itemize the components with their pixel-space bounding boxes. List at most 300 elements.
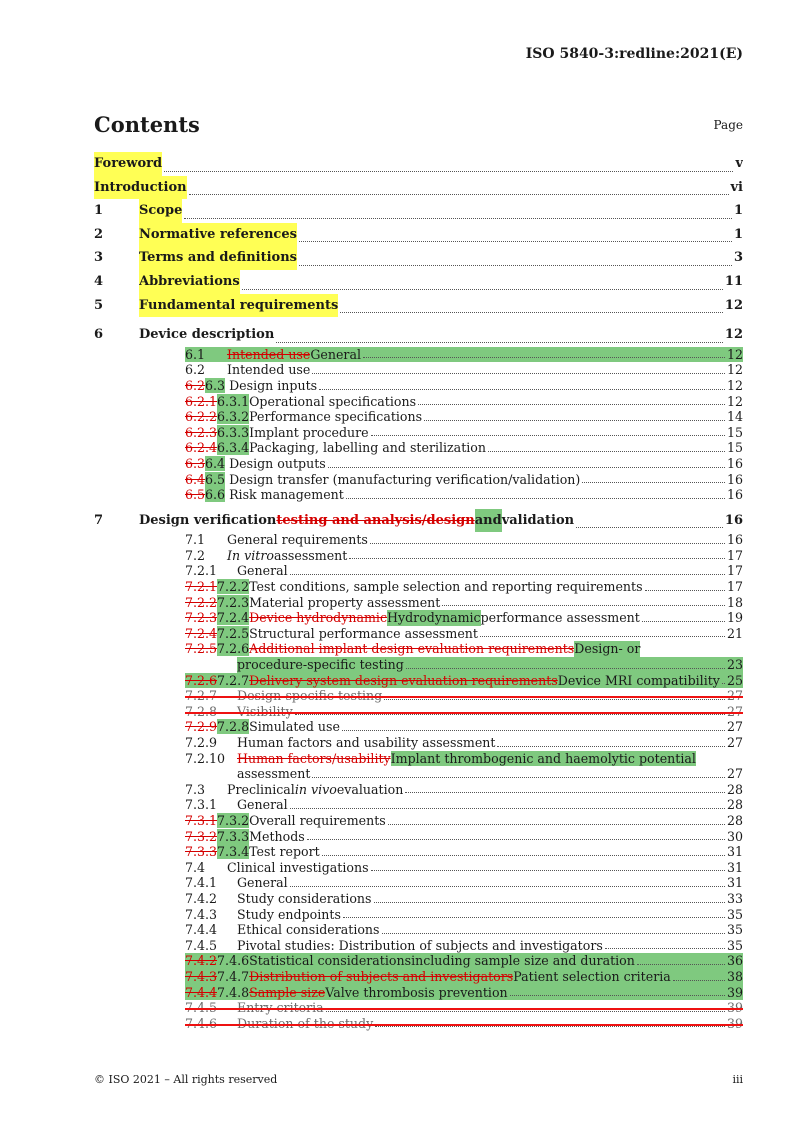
- toc-entry-title: [139, 294, 743, 318]
- toc-title-part: Packaging, labelling and sterilization: [249, 440, 486, 456]
- toc-entry-title: [185, 362, 743, 378]
- toc-number-part: 6.2: [185, 377, 206, 393]
- toc-entry-number: [185, 969, 249, 985]
- toc-entry[interactable]: [94, 875, 743, 891]
- toc-title-part: Statistical considerations: [249, 953, 412, 969]
- toc-entry-title: [185, 751, 743, 767]
- toc-entry[interactable]: [94, 487, 743, 503]
- toc-entry-page: 38: [726, 968, 743, 984]
- toc-number-part: 7.2.6: [185, 672, 218, 688]
- toc-entry-number: [185, 673, 249, 689]
- toc-entry[interactable]: [94, 378, 743, 394]
- toc-leader-dots: [326, 1011, 725, 1012]
- toc-entry[interactable]: [94, 509, 743, 533]
- toc-leader-dots: [371, 870, 725, 871]
- toc-number-part: 6.4: [185, 471, 206, 487]
- toc-entry[interactable]: [94, 829, 743, 845]
- toc-title-part: performance assessment: [480, 610, 640, 626]
- toc-number-part: 7.2.2: [185, 594, 218, 610]
- toc-leader-dots: [480, 636, 725, 637]
- toc-entry-title: [185, 532, 743, 548]
- toc-entry-title: [185, 860, 743, 876]
- toc-leader-dots: [312, 373, 725, 374]
- toc-entry-page: 19: [726, 610, 743, 626]
- toc-leader-dots: [290, 808, 725, 809]
- toc-entry-number: [185, 595, 249, 611]
- toc-entry[interactable]: [94, 362, 743, 378]
- toc-number-part: 6.6: [205, 487, 226, 503]
- toc-title-part: Device hydrodynamic: [249, 610, 388, 626]
- toc-number-part: 6.3.4: [217, 440, 250, 456]
- toc-title-part: Device description: [139, 327, 275, 343]
- toc-entry[interactable]: [94, 922, 743, 938]
- toc-leader-dots: [319, 389, 725, 390]
- toc-entry-title: [185, 610, 743, 626]
- toc-entry[interactable]: [94, 704, 743, 720]
- toc-number-part: 6.2.3: [185, 424, 218, 440]
- toc-entry-title: [185, 829, 743, 845]
- toc-entry-page: 12: [724, 327, 743, 343]
- toc-number-part: 6.5: [185, 487, 206, 503]
- toc-title-part: Design transfer (manufacturing verification/validation): [229, 471, 581, 487]
- toc-entry-number: [185, 641, 249, 657]
- toc-leader-dots: [299, 265, 732, 266]
- toc-entry-page: 15: [726, 424, 743, 440]
- toc-entry-page: 27: [726, 688, 743, 704]
- toc-entry[interactable]: [94, 735, 743, 751]
- toc-leader-dots: [328, 467, 725, 468]
- toc-title-part: Design- or: [574, 641, 641, 657]
- toc-number-part: 7.4.2: [185, 890, 218, 906]
- toc-entry[interactable]: [94, 891, 743, 907]
- toc-entry[interactable]: [94, 270, 743, 294]
- toc-leader-dots: [375, 1026, 725, 1027]
- toc-number-part: 7.2.7: [185, 688, 218, 704]
- toc-entry[interactable]: [94, 1000, 743, 1016]
- toc-number-part: 7.4.2: [185, 953, 218, 969]
- toc-title-part: Delivery system design evaluation requirements: [249, 672, 558, 688]
- toc-number-part: 7.4: [185, 859, 206, 875]
- toc-number-part: 7.2.4: [217, 610, 250, 626]
- toc-entry[interactable]: [94, 176, 743, 200]
- toc-title-part: evaluation: [336, 781, 404, 797]
- page-column-label: Page: [713, 118, 743, 132]
- toc-number-part: 6.2: [185, 362, 206, 378]
- toc-number-part: 7.2.8: [185, 703, 218, 719]
- toc-entry[interactable]: [94, 641, 743, 657]
- toc-entry[interactable]: [94, 532, 743, 548]
- toc-entry-title: [185, 735, 743, 751]
- toc-title-part: Methods: [249, 828, 305, 844]
- toc-leader-dots: [290, 574, 725, 575]
- toc-entry-title: [185, 797, 743, 813]
- toc-number-part: 7.4.7: [217, 968, 250, 984]
- toc-leader-dots: [242, 289, 723, 290]
- toc-entry-page: 27: [726, 719, 743, 735]
- toc-leader-dots: [510, 995, 725, 996]
- toc-title-part: Implant thrombogenic and haemolytic potential: [390, 750, 696, 766]
- toc-entry-number: [185, 487, 225, 503]
- toc-leader-dots: [405, 792, 725, 793]
- toc-entry-page: 17: [726, 579, 743, 595]
- toc-number-part: 7.3.1: [185, 812, 218, 828]
- toc-entry-title: [185, 813, 743, 829]
- toc-number-part: 7.2.5: [217, 625, 250, 641]
- toc-entry[interactable]: [94, 657, 743, 673]
- toc-entry-page: 35: [726, 906, 743, 922]
- toc-entry-number: [185, 472, 225, 488]
- toc-leader-dots: [582, 482, 725, 483]
- toc-title-part: Foreword: [94, 152, 162, 176]
- toc-entry-title: [185, 456, 743, 472]
- toc-leader-dots: [276, 342, 723, 343]
- toc-title-part: Implant procedure: [249, 424, 369, 440]
- toc-entry-title: [185, 922, 743, 938]
- toc-entry[interactable]: [94, 472, 743, 488]
- toc-entry-page: 25: [726, 672, 743, 688]
- toc-entry-page: 28: [726, 812, 743, 828]
- toc-title-part: Clinical investigations: [227, 859, 369, 875]
- toc-title-part: Visibility: [237, 703, 293, 719]
- toc-leader-dots: [418, 404, 725, 405]
- toc-number-part: 7.3.3: [217, 828, 250, 844]
- toc-entry-number: [185, 1000, 237, 1016]
- toc-title-part: in vivo: [294, 781, 337, 797]
- toc-entry-page: 16: [726, 487, 743, 503]
- toc-title-part: General: [310, 346, 361, 362]
- toc-entry[interactable]: [94, 844, 743, 860]
- toc-entry[interactable]: [94, 797, 743, 813]
- toc-leader-dots: [645, 590, 725, 591]
- toc-entry[interactable]: [94, 199, 743, 223]
- toc-entry[interactable]: [94, 223, 743, 247]
- toc-entry[interactable]: [94, 347, 743, 363]
- toc-entry-number: [185, 347, 205, 363]
- toc-number-part: 7.2.3: [217, 594, 250, 610]
- toc-title-part: General: [237, 563, 288, 579]
- toc-entry-number: [185, 1016, 237, 1032]
- toc-entry-page: 39: [726, 1015, 743, 1031]
- toc-title-part: Abbreviations: [139, 270, 240, 294]
- toc-title-part: Structural performance assessment: [249, 625, 478, 641]
- toc-entry-title: [185, 891, 743, 907]
- toc-title-part: Simulated use: [249, 719, 340, 735]
- toc-leader-dots: [673, 980, 725, 981]
- toc-number-part: 7.3.2: [185, 828, 218, 844]
- toc-number-part: 7.4.6: [217, 953, 250, 969]
- toc-entry-number: [185, 751, 237, 767]
- toc-entry[interactable]: [94, 782, 743, 798]
- toc-entry-number: [185, 938, 237, 954]
- toc-entry-number: [185, 782, 205, 798]
- toc-entry-page: 39: [726, 1000, 743, 1016]
- toc-title-part: Duration of the study: [237, 1015, 374, 1031]
- toc-number-part: 7.4.5: [185, 1000, 218, 1016]
- toc-entry-title: [237, 766, 743, 782]
- toc-title-part: Human factors/usability: [237, 750, 391, 766]
- toc-leader-dots: [388, 824, 725, 825]
- toc-title-part: and: [475, 509, 502, 533]
- toc-number-part: 7.4.3: [185, 906, 218, 922]
- toc-leader-dots: [642, 621, 725, 622]
- toc-leader-dots: [722, 683, 725, 684]
- toc-entry[interactable]: [94, 152, 743, 176]
- footer-page-number: iii: [732, 1073, 743, 1086]
- toc-entry-page: 31: [726, 844, 743, 860]
- toc-title-part: Design verification: [139, 512, 277, 528]
- toc-entry-title: [139, 509, 743, 533]
- toc-entry[interactable]: [94, 751, 743, 767]
- toc-leader-dots: [189, 194, 729, 195]
- toc-number-part: 7.2.9: [185, 735, 218, 750]
- toc-entry-number: [185, 922, 237, 938]
- toc-entry-title: [185, 563, 743, 579]
- toc-entry[interactable]: [94, 246, 743, 270]
- toc-leader-dots: [363, 357, 725, 358]
- toc-entry-page: vi: [730, 179, 743, 195]
- toc-entry[interactable]: [94, 409, 743, 425]
- toc-leader-dots: [299, 241, 732, 242]
- toc-title-part: General: [237, 875, 288, 891]
- toc-title-part: Pivotal studies: Distribution of subjects and investigators: [237, 937, 603, 953]
- toc-number-part: 7.3.4: [217, 844, 250, 860]
- toc-entry[interactable]: [94, 548, 743, 564]
- toc-number-part: 7.4.4: [185, 922, 218, 938]
- toc-number-part: 7.2.4: [185, 625, 218, 641]
- toc-entry-number: [185, 394, 249, 410]
- toc-leader-dots: [370, 543, 725, 544]
- toc-entry-title: [185, 938, 743, 954]
- toc-entry-page: 27: [726, 735, 743, 750]
- toc-entry-title: [185, 782, 743, 798]
- toc-entry[interactable]: [94, 323, 743, 347]
- toc-entry-title: [185, 704, 743, 720]
- toc-leader-dots: [290, 886, 725, 887]
- toc-number-part: 7.2.5: [185, 641, 218, 657]
- toc-entry-title: [185, 472, 743, 488]
- toc-entry[interactable]: [94, 610, 743, 626]
- toc-title-part: Material property assessment: [249, 594, 441, 610]
- toc-entry-page: 17: [726, 563, 743, 579]
- toc-entry-page: 14: [726, 409, 743, 425]
- toc-entry-title: [185, 719, 743, 735]
- toc-entry[interactable]: [94, 688, 743, 704]
- toc-entry[interactable]: [94, 425, 743, 441]
- toc-leader-dots: [374, 902, 725, 903]
- toc-leader-dots: [576, 527, 723, 528]
- toc-title-part: Test conditions, sample selection and reporting requirements: [249, 579, 643, 595]
- toc-number-part: 6.1: [185, 346, 206, 362]
- toc-title-part: In vitro: [227, 547, 274, 563]
- toc-entry-number: [185, 829, 249, 845]
- toc-entry-number: 5: [94, 297, 104, 313]
- toc-entry-page: 23: [726, 657, 743, 673]
- toc-entry-number: [185, 985, 249, 1001]
- toc-number-part: 6.3.2: [217, 409, 250, 425]
- toc-leader-dots: [340, 312, 723, 313]
- toc-leader-dots: [406, 668, 725, 669]
- toc-number-part: 7.4.6: [185, 1015, 218, 1031]
- toc-entry-number: [185, 409, 249, 425]
- toc-entry[interactable]: [94, 985, 743, 1001]
- toc-entry-title: [94, 152, 743, 176]
- toc-entry[interactable]: [94, 953, 743, 969]
- toc-number-part: 7.4.3: [185, 968, 218, 984]
- toc-entry[interactable]: [94, 394, 743, 410]
- toc-entry-number: 3: [94, 250, 104, 266]
- toc-number-part: 7.4.1: [185, 875, 218, 891]
- toc-entry-number: 7: [94, 512, 104, 528]
- toc-entry-number: [185, 891, 237, 907]
- toc-entry[interactable]: [94, 456, 743, 472]
- toc-entry-number: [185, 362, 205, 378]
- toc-number-part: 7.4.8: [217, 984, 250, 1000]
- toc-entry-page: 27: [726, 703, 743, 719]
- toc-number-part: 7.2.6: [217, 641, 250, 657]
- toc-title-part: Entry criteria: [237, 1000, 324, 1016]
- toc-entry-title: [185, 548, 743, 564]
- toc-leader-dots: [424, 420, 725, 421]
- toc-leader-dots: [312, 777, 725, 778]
- toc-entry-number: 4: [94, 273, 104, 289]
- toc-spacer: [205, 532, 227, 548]
- toc-entry-title: [185, 487, 743, 503]
- toc-number-part: 7.2: [185, 547, 206, 563]
- toc-entry-number: [185, 378, 225, 394]
- toc-entry-title: [185, 953, 743, 969]
- toc-entry[interactable]: [94, 813, 743, 829]
- toc-title-part: assessment: [237, 766, 311, 782]
- toc-entry[interactable]: [94, 595, 743, 611]
- toc-title-part: validation: [501, 512, 575, 528]
- toc-entry[interactable]: [94, 938, 743, 954]
- document-header: ISO 5840-3:redline:2021(E): [525, 46, 743, 62]
- toc-number-part: 7.4.5: [185, 937, 218, 953]
- toc-entry-title: [185, 688, 743, 704]
- toc-entry-page: 27: [726, 766, 743, 782]
- toc-entry-title: [139, 223, 743, 247]
- toc-entry-number: [185, 719, 249, 735]
- toc-number-part: 6.3: [205, 377, 226, 393]
- toc-entry-title: [185, 347, 743, 363]
- toc-title-part: Ethical considerations: [237, 922, 380, 938]
- toc-title-part: Risk management: [229, 487, 344, 503]
- toc-spacer: [205, 362, 227, 378]
- toc-entry-title: [185, 875, 743, 891]
- toc-entry-number: [185, 688, 237, 704]
- toc-number-part: 6.2.1: [185, 393, 218, 409]
- toc-number-part: 7.3: [185, 781, 206, 797]
- toc-entry-number: [185, 953, 249, 969]
- toc-leader-dots: [637, 964, 725, 965]
- toc-entry-page: 16: [726, 455, 743, 471]
- toc-entry-page: v: [735, 156, 743, 171]
- toc-title-part: Overall requirements: [249, 812, 386, 828]
- toc-entry[interactable]: [94, 860, 743, 876]
- toc-entry-number: [185, 548, 205, 564]
- toc-leader-dots: [184, 218, 732, 219]
- toc-spacer: [205, 782, 227, 798]
- toc-entry[interactable]: [94, 766, 743, 782]
- toc-entry[interactable]: [94, 579, 743, 595]
- toc-entry[interactable]: [94, 294, 743, 318]
- toc-entry-page: 16: [726, 532, 743, 548]
- toc-entry-number: [185, 610, 249, 626]
- toc-entry[interactable]: [94, 719, 743, 735]
- toc-entry-title: [185, 1000, 743, 1016]
- toc-title-part: Distribution of subjects and investigators: [249, 968, 514, 984]
- toc-number-part: 6.5: [205, 471, 226, 487]
- page-title: Contents: [94, 112, 200, 137]
- toc-title-part: Device MRI compatibility: [557, 672, 720, 688]
- toc-entry[interactable]: [94, 1016, 743, 1032]
- toc-entry[interactable]: [94, 969, 743, 985]
- toc-entry-title: [94, 176, 743, 200]
- toc-spacer: [205, 548, 227, 564]
- toc-entry-number: [185, 532, 205, 548]
- toc-spacer: [205, 347, 227, 363]
- toc-entry-page: 28: [726, 781, 743, 797]
- toc-entry-page: 16: [724, 512, 743, 528]
- toc-entry-page: 12: [726, 362, 743, 378]
- toc-title-part: General requirements: [227, 532, 368, 548]
- toc-entry-page: 35: [726, 922, 743, 938]
- toc-entry-page: 12: [726, 393, 743, 409]
- toc-title-part: Normative references: [139, 223, 297, 247]
- toc-entry[interactable]: [94, 626, 743, 642]
- toc-entry-number: 2: [94, 226, 104, 242]
- toc-title-part: Study considerations: [237, 890, 372, 906]
- toc-leader-dots: [488, 451, 725, 452]
- toc-entry-number: [185, 797, 237, 813]
- toc-title-part: Performance specifications: [249, 409, 423, 425]
- toc-leader-dots: [295, 714, 725, 715]
- toc-entry-number: [185, 907, 237, 923]
- toc-entry-number: [185, 579, 249, 595]
- toc-leader-dots: [307, 839, 725, 840]
- toc-entry-page: 3: [733, 250, 743, 266]
- toc-entry-page: 31: [726, 859, 743, 875]
- toc-entry-page: 18: [726, 594, 743, 610]
- toc-number-part: 6.2.2: [185, 409, 218, 425]
- toc-entry-number: [185, 735, 237, 751]
- toc-entry-title: [185, 579, 743, 595]
- toc-number-part: 6.3.1: [217, 393, 250, 409]
- toc-entry[interactable]: [94, 907, 743, 923]
- toc-entry-title: [185, 595, 743, 611]
- toc-entry-number: [185, 860, 205, 876]
- toc-leader-dots: [349, 558, 725, 559]
- toc-entry-title: [185, 440, 743, 456]
- toc-entry-title: [139, 270, 743, 294]
- toc-entry[interactable]: [94, 563, 743, 579]
- toc-entry-page: 39: [726, 984, 743, 1000]
- toc-leader-dots: [164, 171, 733, 172]
- toc-title-part: General: [237, 797, 288, 813]
- toc-entry-number: [185, 704, 237, 720]
- toc-entry-number: [185, 875, 237, 891]
- toc-leader-dots: [371, 435, 725, 436]
- toc-number-part: 7.2.10: [185, 750, 226, 766]
- toc-entry-title: [185, 985, 743, 1001]
- toc-title-part: Additional implant design evaluation requirements: [249, 641, 575, 657]
- toc-title-part: Study endpoints: [237, 906, 341, 922]
- toc-leader-dots: [322, 855, 725, 856]
- toc-entry[interactable]: [94, 440, 743, 456]
- toc-leader-dots: [343, 917, 725, 918]
- toc-entry[interactable]: [94, 673, 743, 689]
- toc-entry-number: [185, 425, 249, 441]
